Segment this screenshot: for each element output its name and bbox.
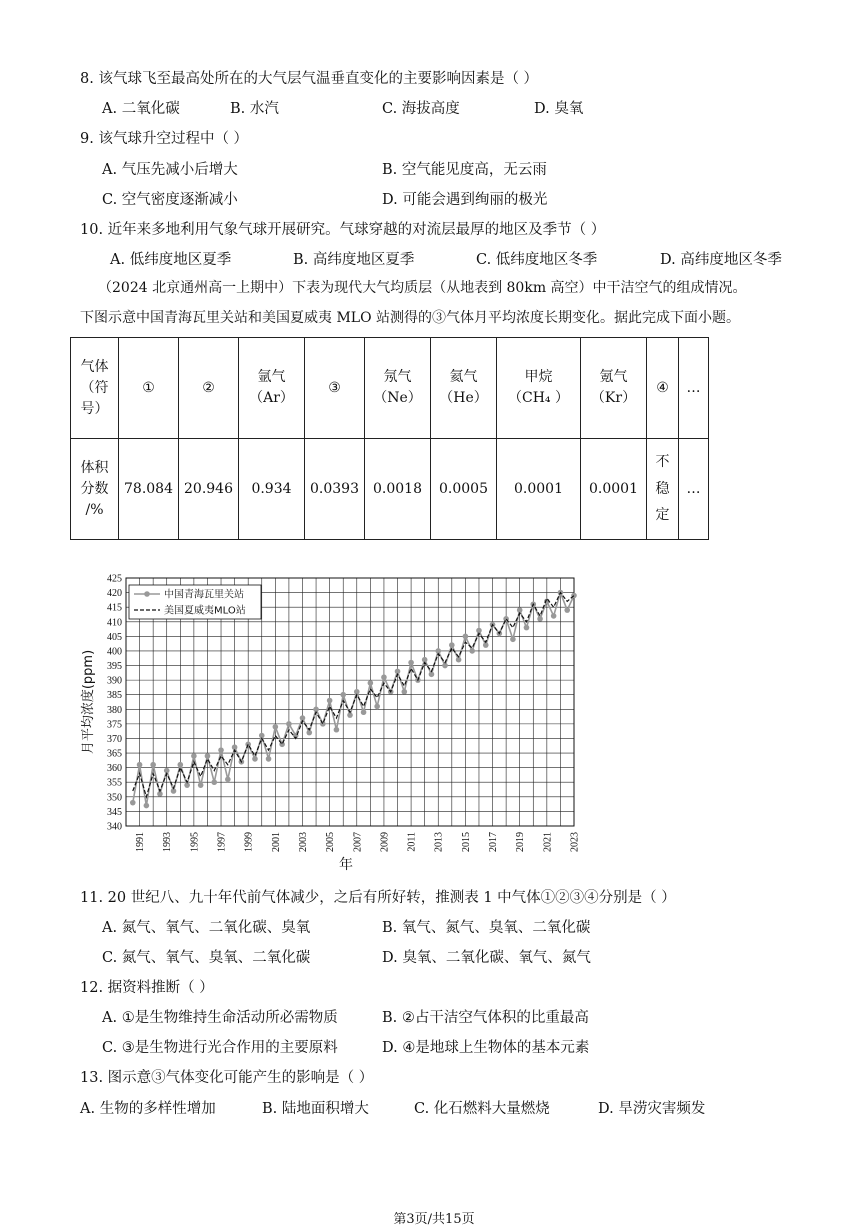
value-9-text: 不稳定: [655, 454, 670, 524]
series-point-waliguan: [510, 636, 516, 642]
q8-stem: 8. 该气球飞至最高处所在的大气层气温垂直变化的主要影响因素是（ ）: [80, 71, 539, 87]
gas-9: ④: [647, 338, 679, 439]
x-tick-label: 1991: [135, 832, 147, 852]
intro-line-2: 下图示意中国青海瓦里关站和美国夏威夷 MLO 站测得的③气体月平均浓度长期变化。据此完成下面小题。: [80, 310, 741, 326]
series-point-waliguan: [340, 692, 346, 698]
value-2: 20.946: [179, 439, 239, 540]
series-point-waliguan: [266, 756, 272, 762]
value-3: 0.934: [239, 439, 305, 540]
y-tick-label: 345: [107, 806, 122, 818]
q13-option-b: B. 陆地面积增大: [262, 1101, 369, 1117]
value-7: 0.0001: [497, 439, 581, 540]
y-tick-label: 420: [107, 588, 122, 600]
series-point-waliguan: [320, 721, 326, 727]
q10-option-a: A. 低纬度地区夏季: [110, 252, 232, 268]
q12-stem: 12. 据资料推断（ ）: [80, 980, 214, 996]
q9-option-a: A. 气压先减小后增大: [102, 162, 238, 178]
series-point-waliguan: [205, 753, 211, 759]
x-tick-label: 2017: [488, 832, 500, 852]
series-point-waliguan: [191, 753, 197, 759]
legend-label-mlo: 美国夏威夷MLO站: [164, 605, 246, 617]
q11-option-b: B. 氧气、氮气、臭氧、二氧化碳: [382, 920, 591, 936]
x-tick-label: 2011: [406, 832, 418, 852]
x-tick-label: 2003: [297, 832, 309, 852]
legend-label-waliguan: 中国青海瓦里关站: [164, 589, 244, 601]
series-point-waliguan: [130, 800, 136, 806]
value-9: [647, 439, 679, 540]
series-point-waliguan: [374, 704, 380, 710]
series-point-waliguan: [564, 607, 570, 613]
q10-option-d: D. 高纬度地区冬季: [660, 252, 782, 268]
q8-option-d: D. 臭氧: [534, 101, 584, 117]
y-tick-label: 355: [107, 777, 122, 789]
legend-marker-waliguan: [144, 591, 150, 597]
series-point-waliguan: [150, 762, 156, 768]
y-tick-label: 405: [107, 631, 122, 643]
q8-option-b: B. 水汽: [230, 101, 279, 117]
q12-option-a: A. ①是生物维持生命活动所必需物质: [102, 1010, 338, 1026]
value-4: 0.0393: [305, 439, 365, 540]
series-point-waliguan: [245, 742, 251, 748]
gas-composition-table: [70, 337, 709, 540]
series-point-waliguan: [537, 616, 543, 622]
y-tick-label: 375: [107, 719, 122, 731]
q11-option-c: C. 氮气、氧气、臭氧、二氧化碳: [102, 950, 311, 966]
value-1: 78.084: [119, 439, 179, 540]
q9-option-c: C. 空气密度逐渐减小: [102, 192, 238, 208]
series-point-waliguan: [381, 674, 387, 680]
y-tick-label: 410: [107, 617, 122, 629]
y-tick-label: 385: [107, 690, 122, 702]
series-point-waliguan: [402, 689, 408, 695]
y-tick-label: 415: [107, 602, 122, 614]
q9-stem: 9. 该气球升空过程中（ ）: [80, 131, 249, 147]
q8-option-a: A. 二氧化碳: [102, 101, 180, 117]
q11-option-a: A. 氮气、氧气、二氧化碳、臭氧: [102, 920, 311, 936]
series-point-waliguan: [211, 779, 217, 785]
gas-5: 氖气 （Ne）: [365, 338, 431, 439]
series-point-waliguan: [469, 648, 475, 654]
co2-concentration-chart: [74, 572, 586, 872]
series-point-waliguan: [361, 709, 367, 715]
gas-8: 氪气 （Kr）: [581, 338, 647, 439]
gas-10: …: [679, 338, 709, 439]
y-tick-label: 370: [107, 733, 122, 745]
gas-4: ③: [305, 338, 365, 439]
series-point-waliguan: [327, 698, 333, 704]
x-tick-label: 1995: [189, 832, 201, 852]
gas-6: 氦气 （He）: [431, 338, 497, 439]
series-point-waliguan: [463, 634, 469, 640]
gas-3: 氩气 （Ar）: [239, 338, 305, 439]
q12-option-c: C. ③是生物进行光合作用的主要原料: [102, 1040, 338, 1056]
series-point-waliguan: [524, 625, 530, 631]
x-tick-label: 2023: [569, 832, 581, 852]
x-tick-label: 2019: [515, 832, 527, 852]
gas-1: ①: [119, 338, 179, 439]
x-tick-label: 2009: [379, 832, 391, 852]
q13-option-d: D. 旱涝灾害频发: [598, 1101, 706, 1117]
y-tick-label: 350: [107, 792, 122, 804]
series-point-waliguan: [178, 762, 184, 768]
y-tick-label: 340: [107, 821, 122, 833]
x-tick-label: 2005: [325, 832, 337, 852]
q10-option-c: C. 低纬度地区冬季: [476, 252, 598, 268]
q12-option-b: B. ②占干洁空气体积的比重最高: [382, 1010, 589, 1026]
series-point-waliguan: [273, 724, 279, 730]
gas-7: 甲烷 （CH₄ ）: [497, 338, 581, 439]
y-tick-label: 400: [107, 646, 122, 658]
series-point-waliguan: [286, 721, 292, 727]
x-axis-label: 年: [339, 857, 353, 872]
x-tick-label: 2007: [352, 832, 364, 852]
series-point-waliguan: [551, 613, 557, 619]
q13-stem: 13. 图示意③气体变化可能产生的影响是（ ）: [80, 1070, 374, 1086]
gas-2: ②: [179, 338, 239, 439]
x-tick-label: 1999: [243, 832, 255, 852]
q11-option-d: D. 臭氧、二氧化碳、氧气、氮气: [382, 950, 591, 966]
x-tick-label: 2021: [542, 832, 554, 852]
series-point-waliguan: [449, 642, 455, 648]
x-tick-label: 2015: [460, 832, 472, 852]
y-tick-label: 390: [107, 675, 122, 687]
series-point-waliguan: [144, 803, 150, 809]
series-point-waliguan: [408, 660, 414, 666]
series-point-waliguan: [225, 777, 231, 783]
series-point-waliguan: [334, 727, 340, 733]
intro-line-1: （2024 北京通州高一上期中）下表为现代大气均质层（从地表到 80km 高空）中干洁空气的组成情况。: [98, 280, 747, 296]
x-tick-label: 2013: [433, 832, 445, 852]
q9-option-d: D. 可能会遇到绚丽的极光: [382, 192, 548, 208]
y-tick-label: 380: [107, 704, 122, 716]
series-point-waliguan: [252, 756, 258, 762]
q12-option-d: D. ④是地球上生物体的基本元素: [382, 1040, 590, 1056]
q13-option-c: C. 化石燃料大量燃烧: [414, 1101, 550, 1117]
table-row-label: 体积 分数 /%: [71, 439, 119, 540]
q11-stem: 11. 20 世纪八、九十年代前气体减少，之后有所好转，推测表 1 中气体①②③④分别是（ ）: [80, 890, 676, 906]
y-tick-label: 360: [107, 763, 122, 775]
table-header-label: 气体 （符 号）: [71, 338, 119, 439]
x-tick-label: 2001: [270, 832, 282, 852]
q9-option-b: B. 空气能见度高，无云雨: [382, 162, 547, 178]
q13-option-a: A. 生物的多样性增加: [80, 1101, 216, 1117]
value-5: 0.0018: [365, 439, 431, 540]
q8-option-c: C. 海拔高度: [382, 101, 460, 117]
x-tick-label: 1993: [162, 832, 174, 852]
value-6: 0.0005: [431, 439, 497, 540]
q10-option-b: B. 高纬度地区夏季: [293, 252, 415, 268]
series-point-waliguan: [218, 747, 224, 753]
y-tick-label: 395: [107, 661, 122, 673]
q10-stem: 10. 近年来多地利用气象气球开展研究。气球穿越的对流层最厚的地区及季节（ ）: [80, 222, 606, 238]
page-footer: 第3页/共15页: [393, 1212, 475, 1227]
y-tick-label: 365: [107, 748, 122, 760]
y-tick-label: 425: [107, 573, 122, 585]
series-point-waliguan: [368, 680, 374, 686]
value-10: …: [679, 439, 709, 540]
y-axis-label: 月平均浓度(ppm): [81, 649, 96, 755]
series-point-waliguan: [137, 762, 143, 768]
value-8: 0.0001: [581, 439, 647, 540]
x-tick-label: 1997: [216, 832, 228, 852]
series-point-waliguan: [198, 782, 204, 788]
